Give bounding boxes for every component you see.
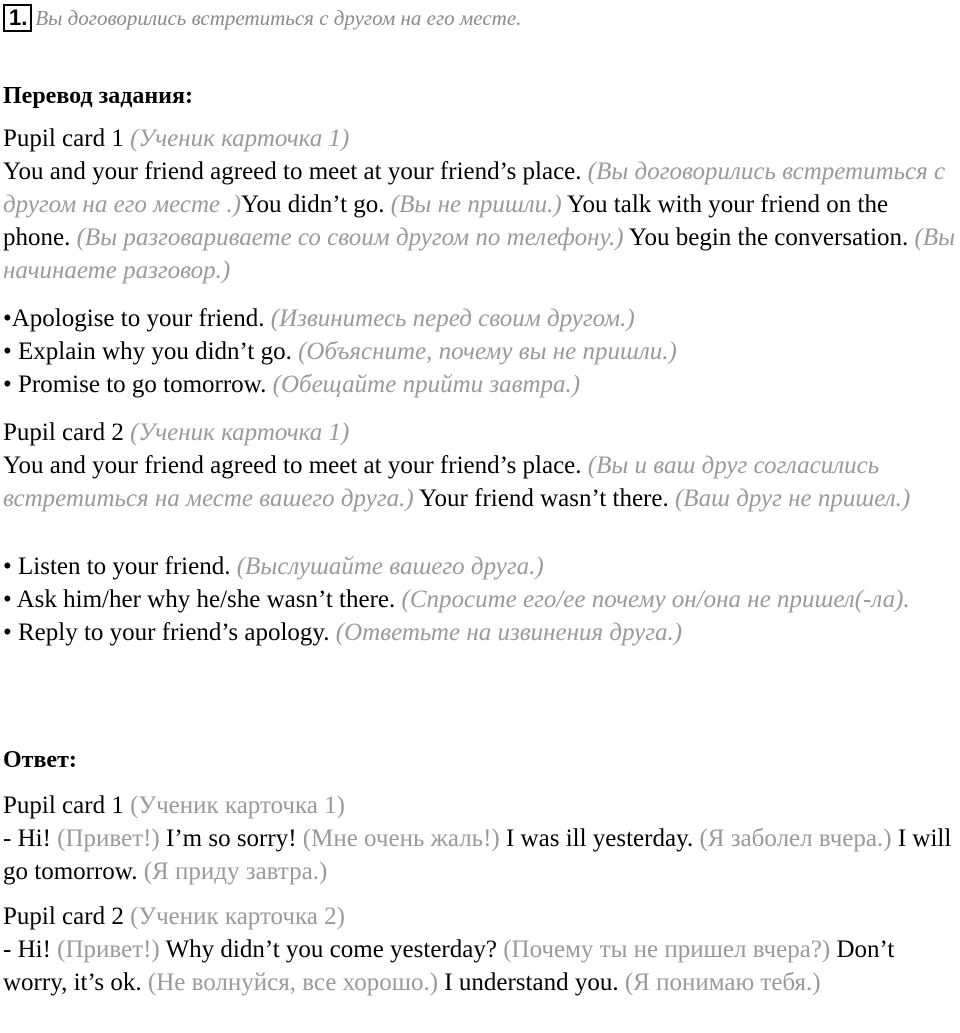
card-1-s3-ru: (Вы разговариваете со своим другом по телефону.) bbox=[76, 224, 624, 251]
card-2-s2-en: Your friend wasn’t there. bbox=[419, 485, 669, 512]
bullet-translation: (Извинитесь перед своим другом.) bbox=[270, 305, 635, 332]
card-2-title bbox=[3, 416, 958, 449]
card-1-bullet bbox=[3, 302, 958, 335]
bullet-text: • Listen to your friend. bbox=[3, 553, 231, 580]
bullet-text: • Explain why you didn’t go. bbox=[3, 338, 292, 365]
dialogue-en: - Hi! bbox=[3, 825, 51, 852]
card-2-s2-ru: (Ваш друг не пришел.) bbox=[674, 485, 911, 512]
card-2-bullet bbox=[3, 583, 958, 616]
dialogue-en: - Hi! bbox=[3, 936, 51, 963]
bullet-translation: (Ответьте на извинения друга.) bbox=[335, 619, 683, 646]
dialogue-ru: (Не волнуйся, все хорошо.) bbox=[147, 969, 439, 996]
bullet-translation: (Спросите его/ее почему он/она не пришел(-ла). bbox=[401, 586, 910, 613]
card-1-bullet bbox=[3, 368, 958, 401]
card-1-bullet bbox=[3, 335, 958, 368]
card-2-s1-en: You and your friend agreed to meet at your friend’s place. bbox=[3, 452, 582, 479]
dialogue-en: I was ill yesterday. bbox=[505, 825, 694, 852]
card-1-s4-en: You begin the conversation. bbox=[628, 224, 909, 251]
translation-card-2 bbox=[3, 416, 958, 515]
card-1-s3-en: You talk with your friend on the phone. bbox=[3, 191, 889, 251]
bullet-text: • Promise to go tomorrow. bbox=[3, 371, 267, 398]
bullet-text: • Ask him/her why he/she wasn’t there. bbox=[3, 586, 396, 613]
answer-card-2-dialogue bbox=[3, 933, 958, 999]
card-1-s1-en: You and your friend agreed to meet at your friend’s place. bbox=[3, 158, 582, 185]
bullet-translation: (Обещайте прийти завтра.) bbox=[272, 371, 581, 398]
dialogue-ru: (Я заболел вчера.) bbox=[699, 825, 892, 852]
answer-heading: Ответ: bbox=[3, 747, 77, 773]
task-header bbox=[3, 4, 521, 36]
translation-card-1 bbox=[3, 122, 958, 287]
dialogue-en: Don’t worry, it’s ok. bbox=[3, 936, 895, 996]
card-1-s4-ru: (Вы начинаете разговор.) bbox=[3, 224, 956, 284]
bullet-text: • Reply to your friend’s apology. bbox=[3, 619, 330, 646]
bullet-translation: (Объясните, почему вы не пришли.) bbox=[298, 338, 677, 365]
answer-card-1-dialogue bbox=[3, 822, 958, 888]
dialogue-ru: (Привет!) bbox=[57, 825, 160, 852]
card-2-s1-ru: (Вы и ваш друг согласились встретиться на месте вашего друга.) bbox=[3, 452, 880, 512]
card-2-title-en: Pupil card 2 bbox=[3, 419, 124, 446]
dialogue-ru: (Я понимаю тебя.) bbox=[624, 969, 821, 996]
answer-card-2-title-en: Pupil card 2 bbox=[3, 903, 124, 930]
bullet-text: •Apologise to your friend. bbox=[3, 305, 265, 332]
dialogue-ru: (Мне очень жаль!) bbox=[302, 825, 500, 852]
card-2-description bbox=[3, 449, 958, 515]
card-1-description bbox=[3, 155, 958, 287]
card-1-title-en: Pupil card 1 bbox=[3, 125, 124, 152]
card-2-bullet bbox=[3, 550, 958, 583]
translation-section bbox=[3, 80, 958, 112]
answer-card-1-title-ru: (Ученик карточка 1) bbox=[130, 792, 345, 819]
task-number: 1. bbox=[3, 4, 32, 32]
card-1-title-ru: (Ученик карточка 1) bbox=[130, 125, 350, 152]
translation-card-2-bullets bbox=[3, 550, 958, 649]
card-2-title-ru: (Ученик карточка 1) bbox=[130, 419, 350, 446]
answer-card-1 bbox=[3, 789, 958, 888]
dialogue-en: I will go tomorrow. bbox=[3, 825, 952, 885]
dialogue-en: I’m so sorry! bbox=[166, 825, 297, 852]
answer-card-2-title bbox=[3, 900, 958, 933]
answer-card-1-title bbox=[3, 789, 958, 822]
card-1-s2-en: You didn’t go. bbox=[240, 191, 385, 218]
dialogue-ru: (Привет!) bbox=[57, 936, 160, 963]
translation-heading: Перевод задания: bbox=[3, 83, 193, 109]
card-1-s2-ru: (Вы не пришли.) bbox=[390, 191, 562, 218]
card-2-bullet bbox=[3, 616, 958, 649]
dialogue-ru: (Я приду завтра.) bbox=[143, 858, 328, 885]
answer-section bbox=[3, 744, 958, 776]
dialogue-ru: (Почему ты не пришел вчера?) bbox=[503, 936, 831, 963]
dialogue-en: I understand you. bbox=[444, 969, 619, 996]
answer-card-2-title-ru: (Ученик карточка 2) bbox=[130, 903, 345, 930]
bullet-translation: (Выслушайте вашего друга.) bbox=[236, 553, 544, 580]
card-1-title bbox=[3, 122, 958, 155]
answer-card-2 bbox=[3, 900, 958, 999]
answer-card-1-title-en: Pupil card 1 bbox=[3, 792, 124, 819]
translation-card-1-bullets bbox=[3, 302, 958, 401]
card-1-s1-ru: (Вы договорились встретиться с другом на его месте .) bbox=[3, 158, 946, 218]
task-text: Вы договорились встретиться с другом на его месте. bbox=[35, 6, 522, 30]
dialogue-en: Why didn’t you come yesterday? bbox=[165, 936, 497, 963]
